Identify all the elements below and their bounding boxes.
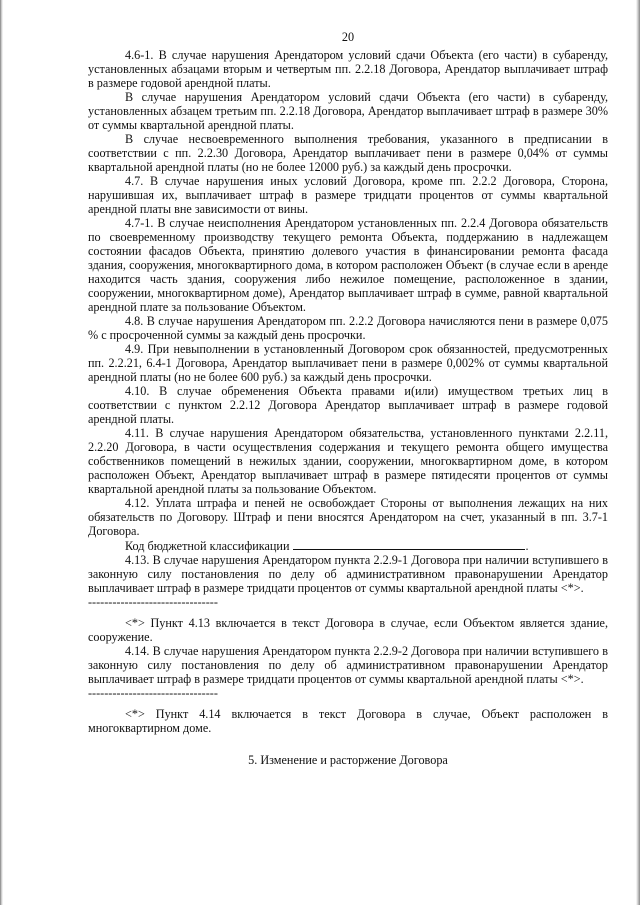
clause-4-14: 4.14. В случае нарушения Арендатором пункта 2.2.9-2 Договора при наличии вступившего в законную силу постановления по делу об административном правонарушении Арендатор выплачивает штраф в размере тридцати процентов от суммы квартальной арендной платы <*>. <box>88 644 608 686</box>
clause-4-10: 4.10. В случае обременения Объекта правами и(или) имуществом третьих лиц в соответствии с пунктом 2.2.12 Договора Арендатор выплачивает штраф в размере годовой арендной платы. <box>88 384 608 426</box>
kbk-blank-line <box>293 538 525 550</box>
clause-4-7: 4.7. В случае нарушения иных условий Договора, кроме пп. 2.2.2 Договора, Сторона, нарушившая их, выплачивает штраф в размере тридцати процентов от суммы квартальной арендной платы вне зависимости от вины. <box>88 174 608 216</box>
footnote-rule-1: -------------------------------- <box>88 595 218 609</box>
spacer <box>88 700 608 707</box>
clause-4-6-1: 4.6-1. В случае нарушения Арендатором условий сдачи Объекта (его части) в субаренду, установленных абзацами вторым и четвертым пп. 2.2.18 Договора, Арендатор выплачивает штраф в размере годовой арендной платы. <box>88 48 608 90</box>
kbk-label: Код бюджетной классификации <box>125 539 290 553</box>
clause-4-11: 4.11. В случае нарушения Арендатором обязательства, установленного пунктами 2.2.11, 2.2.20 Договора, в части осуществления содержания и текущего ремонта общего имущества собственников помещений в нежилых здании, сооружении, многоквартирном доме, в котором расположен Объект, Арендатор выплачивает штраф в размере пятидесяти процентов от суммы квартальной арендной платы за пользование Объектом. <box>88 426 608 496</box>
budget-classification-code <box>88 538 608 553</box>
clause-4-8: 4.8. В случае нарушения Арендатором пп. 2.2.2 Договора начисляются пени в размере 0,075 % с просроченной суммы за каждый день просрочки. <box>88 314 608 342</box>
clause-4-12: 4.12. Уплата штрафа и пеней не освобождает Стороны от выполнения лежащих на них обязательств по Договору. Штраф и пени вносятся Арендатором на счет, указанный в пп. 3.7-1 Договора. <box>88 496 608 538</box>
kbk-period: . <box>525 539 529 553</box>
clause-4-9: 4.9. При невыполнении в установленный Договором срок обязанностей, предусмотренных пп. 2.2.21, 6.4-1 Договора, Арендатор выплачивает пени в размере 0,002% от суммы квартальной арендной платы (но не более 600 руб.) за каждый день просрочки. <box>88 342 608 384</box>
spacer <box>88 609 608 616</box>
clause-4-13: 4.13. В случае нарушения Арендатором пункта 2.2.9-1 Договора при наличии вступившего в законную силу постановления по делу об административном правонарушении Арендатор выплачивает штраф в размере тридцати процентов от суммы квартальной арендной платы <*>. <box>88 553 608 595</box>
footnote-rule-2: -------------------------------- <box>88 686 218 700</box>
clause-4-7-1: 4.7-1. В случае неисполнения Арендатором установленных пп. 2.2.4 Договора обязательств по своевременному производству текущего ремонта Объекта, поддержанию в надлежащем состоянии фасадов Объекта, принятию долевого участия в финансировании ремонта фасада здания, сооружения, многоквартирного дома, в котором расположен Объект (в случае если в аренде находится часть здания, сооружения либо нежилое помещение, расположенное в здании, сооружении, многоквартирном доме), Арендатор выплачивает штраф в сумме, равной квартальной арендной плате за пользование Объектом. <box>88 216 608 314</box>
document-page <box>88 30 608 767</box>
clause-4-6-1-para-3: В случае несвоевременного выполнения требования, указанного в предписании в соответствии с пп. 2.2.30 Договора, Арендатор выплачивает пени в размере 0,04% от суммы квартальной арендной платы (но не более 12000 руб.) за каждый день просрочки. <box>88 132 608 174</box>
footnote-4-13: <*> Пункт 4.13 включается в текст Договора в случае, если Объектом является здание, сооружение. <box>88 616 608 644</box>
scan-left-edge <box>0 0 3 905</box>
page-number: 20 <box>341 30 355 44</box>
section-heading: 5. Изменение и расторжение Договора <box>248 753 448 767</box>
scan-right-edge <box>636 0 640 905</box>
clause-4-6-1-para-2: В случае нарушения Арендатором условий сдачи Объекта (его части) в субаренду, установленных абзацем третьим пп. 2.2.18 Договора, Арендатор выплачивает штраф в размере 30% от суммы квартальной арендной платы. <box>88 90 608 132</box>
footnote-4-14: <*> Пункт 4.14 включается в текст Договора в случае, Объект расположен в многоквартирном доме. <box>88 707 608 735</box>
